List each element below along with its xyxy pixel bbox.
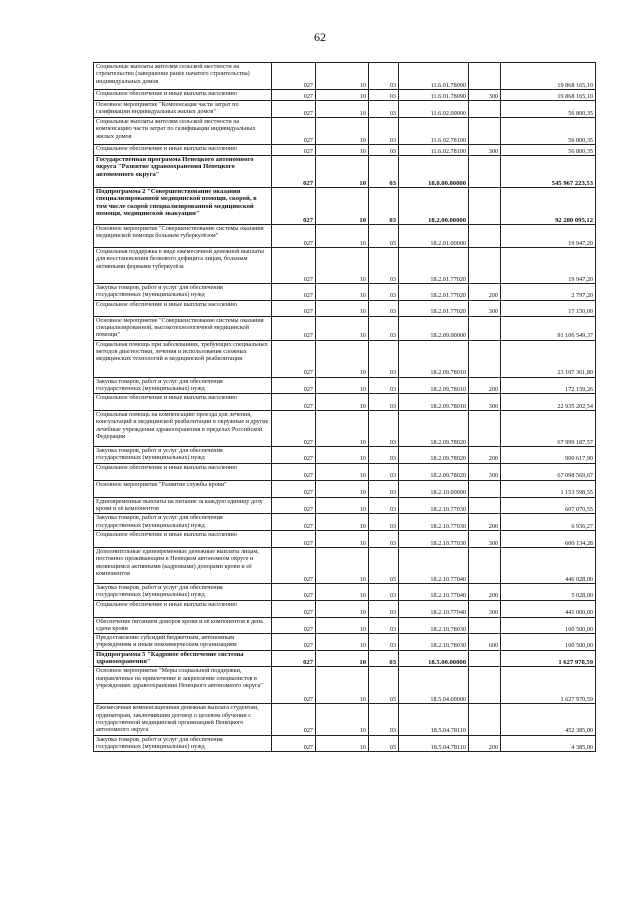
- row-amount: 92 280 095,12: [501, 188, 596, 225]
- row-admin-code: 027: [272, 463, 316, 480]
- table-row: [94, 530, 596, 547]
- row-subsection: 03: [369, 617, 399, 634]
- row-name: Социальное обеспечение и иные выплаты населению: [94, 600, 272, 617]
- row-section: 10: [316, 411, 369, 447]
- row-expense-type: 300: [469, 463, 501, 480]
- row-section: 10: [316, 617, 369, 634]
- table-row: [94, 583, 596, 600]
- row-target-article: 18.2.09.78010: [399, 340, 469, 377]
- row-subsection: 03: [369, 248, 399, 284]
- row-expense-type: [469, 118, 501, 145]
- row-section: 10: [316, 156, 369, 188]
- row-admin-code: 027: [272, 340, 316, 377]
- row-target-article: 18.2.01.77020: [399, 300, 469, 316]
- row-section: 10: [316, 650, 369, 667]
- row-name: Подпрограмма 2 "Совершенствование оказания специализированной медицинской помощи, скорой, в том числе скорой специализированной медицинской помощи, медицинской эвакуации": [94, 188, 272, 225]
- row-expense-type: 300: [469, 145, 501, 156]
- row-expense-type: [469, 480, 501, 497]
- row-amount: 19 868 165,10: [501, 63, 596, 90]
- row-subsection: 03: [369, 480, 399, 497]
- row-amount: 19 947,20: [501, 225, 596, 248]
- row-amount: 67 098 569,67: [501, 463, 596, 480]
- row-admin-code: 027: [272, 600, 316, 617]
- row-amount: 452 385,00: [501, 704, 596, 735]
- row-section: 10: [316, 316, 369, 340]
- row-subsection: 03: [369, 300, 399, 316]
- table-row: [94, 411, 596, 447]
- row-section: 10: [316, 480, 369, 497]
- row-name: Закупка товаров, работ и услуг для обеспечения государственных (муниципальных) нужд: [94, 735, 272, 752]
- row-admin-code: 027: [272, 634, 316, 651]
- row-admin-code: 027: [272, 394, 316, 411]
- row-name: Закупка товаров, работ и услуг для обеспечения государственных (муниципальных) нужд: [94, 377, 272, 394]
- row-admin-code: 027: [272, 530, 316, 547]
- row-name: Основное мероприятие "Совершенствование системы оказания медицинской помощи больным туберкулёзом": [94, 225, 272, 248]
- table-row: [94, 340, 596, 377]
- row-section: 10: [316, 145, 369, 156]
- row-target-article: 11.6.02.78100: [399, 145, 469, 156]
- row-amount: 900 617,90: [501, 447, 596, 464]
- row-name: Закупка товаров, работ и услуг для обеспечения государственных (муниципальных) нужд: [94, 284, 272, 301]
- row-admin-code: 027: [272, 650, 316, 667]
- row-amount: 6 936,27: [501, 514, 596, 531]
- row-subsection: 03: [369, 634, 399, 651]
- row-amount: 56 800,35: [501, 118, 596, 145]
- row-amount: 441 000,00: [501, 600, 596, 617]
- row-admin-code: 027: [272, 101, 316, 118]
- row-admin-code: 027: [272, 447, 316, 464]
- row-subsection: 03: [369, 118, 399, 145]
- row-expense-type: 300: [469, 530, 501, 547]
- row-name: Социальные выплаты жителям сельской местности на строительство (завершение ранее начатого строительства) индивидуальных домов: [94, 63, 272, 90]
- row-subsection: 03: [369, 547, 399, 583]
- table-row: [94, 248, 596, 284]
- row-section: 10: [316, 340, 369, 377]
- row-section: 10: [316, 463, 369, 480]
- table-row: [94, 667, 596, 704]
- row-expense-type: 200: [469, 514, 501, 531]
- row-name: Основное мероприятие "Меры социальной поддержки, направленные на привлечение и закрепление специалистов в учреждениях здравоохранения Ненецкого автономного округа": [94, 667, 272, 704]
- row-admin-code: 027: [272, 145, 316, 156]
- row-admin-code: 027: [272, 411, 316, 447]
- row-name: Дополнительные единовременные денежные выплаты лицам, постоянно проживающим в Ненецком автономном округе и являющимся активными (кадровыми) донорами крови и её компонентов: [94, 547, 272, 583]
- row-subsection: 03: [369, 340, 399, 377]
- row-admin-code: 027: [272, 514, 316, 531]
- row-admin-code: 027: [272, 704, 316, 735]
- row-subsection: 03: [369, 667, 399, 704]
- row-target-article: 18.5.00.00000: [399, 650, 469, 667]
- row-target-article: 18.2.10.77040: [399, 547, 469, 583]
- row-admin-code: 027: [272, 156, 316, 188]
- row-expense-type: 300: [469, 90, 501, 101]
- table-row: [94, 394, 596, 411]
- row-amount: 100 500,00: [501, 617, 596, 634]
- row-admin-code: 027: [272, 284, 316, 301]
- row-target-article: 18.2.01.00000: [399, 225, 469, 248]
- row-target-article: 18.5.04.00000: [399, 667, 469, 704]
- row-admin-code: 027: [272, 667, 316, 704]
- row-admin-code: 027: [272, 225, 316, 248]
- row-target-article: 18.0.00.00000: [399, 156, 469, 188]
- row-name: Социальная поддержка в виде ежемесячной денежной выплаты для восстановления белкового дефицита лицам, больным активными формами туберкулёза: [94, 248, 272, 284]
- table-row: [94, 156, 596, 188]
- table-row: [94, 634, 596, 651]
- row-subsection: 03: [369, 284, 399, 301]
- row-subsection: 03: [369, 156, 399, 188]
- table-row: [94, 63, 596, 90]
- row-admin-code: 027: [272, 583, 316, 600]
- row-admin-code: 027: [272, 316, 316, 340]
- row-target-article: 11.6.02.78100: [399, 118, 469, 145]
- row-target-article: 18.2.10.77030: [399, 530, 469, 547]
- row-section: 10: [316, 667, 369, 704]
- row-expense-type: [469, 411, 501, 447]
- row-subsection: 03: [369, 704, 399, 735]
- row-amount: 172 159,26: [501, 377, 596, 394]
- table-row: [94, 547, 596, 583]
- row-admin-code: 027: [272, 90, 316, 101]
- row-expense-type: 300: [469, 600, 501, 617]
- row-target-article: 11.6.02.00000: [399, 101, 469, 118]
- row-amount: 19 947,20: [501, 248, 596, 284]
- table-row: [94, 188, 596, 225]
- row-subsection: 03: [369, 514, 399, 531]
- row-section: 10: [316, 394, 369, 411]
- row-expense-type: 200: [469, 735, 501, 752]
- row-target-article: 18.2.01.77020: [399, 284, 469, 301]
- row-subsection: 03: [369, 225, 399, 248]
- row-subsection: 03: [369, 101, 399, 118]
- row-admin-code: 027: [272, 547, 316, 583]
- row-section: 10: [316, 188, 369, 225]
- row-target-article: 18.2.10.77040: [399, 583, 469, 600]
- row-expense-type: [469, 497, 501, 514]
- row-amount: 91 106 549,37: [501, 316, 596, 340]
- row-name: Основное мероприятие "Компенсация части затрат по газификации индивидуальных жилых домов": [94, 101, 272, 118]
- row-section: 10: [316, 225, 369, 248]
- row-subsection: 03: [369, 90, 399, 101]
- row-amount: 1 153 598,55: [501, 480, 596, 497]
- row-expense-type: 300: [469, 300, 501, 316]
- row-amount: 600 134,28: [501, 530, 596, 547]
- row-target-article: 18.2.09.78020: [399, 411, 469, 447]
- row-name: Закупка товаров, работ и услуг для обеспечения государственных (муниципальных) нужд: [94, 583, 272, 600]
- row-name: Социальное обеспечение и иные выплаты населению: [94, 463, 272, 480]
- row-admin-code: 027: [272, 248, 316, 284]
- table-row: [94, 735, 596, 752]
- row-target-article: 18.2.09.00000: [399, 316, 469, 340]
- row-subsection: 03: [369, 497, 399, 514]
- row-section: 10: [316, 497, 369, 514]
- row-section: 10: [316, 514, 369, 531]
- row-subsection: 03: [369, 377, 399, 394]
- row-amount: 56 800,35: [501, 101, 596, 118]
- row-amount: 1 627 970,59: [501, 667, 596, 704]
- row-name: Подпрограмма 5 "Кадровое обеспечение системы здравоохранения": [94, 650, 272, 667]
- table-row: [94, 480, 596, 497]
- row-expense-type: [469, 225, 501, 248]
- row-expense-type: [469, 650, 501, 667]
- row-target-article: 18.2.00.00000: [399, 188, 469, 225]
- row-admin-code: 027: [272, 480, 316, 497]
- row-amount: 100 500,00: [501, 634, 596, 651]
- row-subsection: 03: [369, 316, 399, 340]
- row-amount: 5 028,00: [501, 583, 596, 600]
- row-expense-type: 300: [469, 394, 501, 411]
- table-row: [94, 90, 596, 101]
- table-row: [94, 118, 596, 145]
- row-section: 10: [316, 735, 369, 752]
- row-section: 10: [316, 600, 369, 617]
- table-row: [94, 704, 596, 735]
- row-amount: 1 627 970,59: [501, 650, 596, 667]
- row-section: 10: [316, 547, 369, 583]
- row-target-article: 18.2.09.78020: [399, 447, 469, 464]
- table-row: [94, 497, 596, 514]
- row-amount: 607 070,55: [501, 497, 596, 514]
- row-admin-code: 027: [272, 63, 316, 90]
- row-subsection: 03: [369, 463, 399, 480]
- row-name: Социальное обеспечение и иные выплаты населению: [94, 394, 272, 411]
- row-section: 10: [316, 583, 369, 600]
- table-row: [94, 447, 596, 464]
- row-amount: 56 800,35: [501, 145, 596, 156]
- row-admin-code: 027: [272, 300, 316, 316]
- row-expense-type: [469, 101, 501, 118]
- row-section: 10: [316, 447, 369, 464]
- table-row: [94, 617, 596, 634]
- row-target-article: 18.2.10.78030: [399, 617, 469, 634]
- table-row: [94, 650, 596, 667]
- row-admin-code: 027: [272, 735, 316, 752]
- row-amount: 22 935 202,54: [501, 394, 596, 411]
- row-name: Социальное обеспечение и иные выплаты населению: [94, 300, 272, 316]
- table-body: [94, 63, 596, 752]
- row-expense-type: 600: [469, 634, 501, 651]
- table-row: [94, 300, 596, 316]
- row-name: Ежемесячная компенсационная денежная выплата студентам, ординаторам, заключившим договор о целевом обучении с государственной медицинской организацией Ненецкого автономного округа: [94, 704, 272, 735]
- row-name: Социальная помощь на компенсацию проезда для лечения, консультаций и медицинской реабилитации в окружные и другие лечебные учреждения здравоохранения в пределах Российской Федерации: [94, 411, 272, 447]
- row-subsection: 03: [369, 650, 399, 667]
- row-name: Обеспечение питанием доноров крови и её компонентов в день сдачи крови: [94, 617, 272, 634]
- row-section: 10: [316, 90, 369, 101]
- table-row: [94, 101, 596, 118]
- row-subsection: 03: [369, 188, 399, 225]
- row-amount: 19 868 165,10: [501, 90, 596, 101]
- row-target-article: 18.5.04.78110: [399, 704, 469, 735]
- row-name: Социальное обеспечение и иные выплаты населению: [94, 530, 272, 547]
- row-section: 10: [316, 634, 369, 651]
- row-section: 10: [316, 118, 369, 145]
- row-target-article: 18.2.10.77030: [399, 514, 469, 531]
- row-subsection: 03: [369, 145, 399, 156]
- row-amount: 23 107 361,80: [501, 340, 596, 377]
- row-target-article: 18.2.10.77040: [399, 600, 469, 617]
- row-section: 10: [316, 300, 369, 316]
- row-target-article: 11.6.01.78090: [399, 90, 469, 101]
- row-subsection: 03: [369, 411, 399, 447]
- row-subsection: 03: [369, 735, 399, 752]
- row-section: 10: [316, 704, 369, 735]
- row-name: Социальное обеспечение и иные выплаты населению: [94, 145, 272, 156]
- row-expense-type: 200: [469, 284, 501, 301]
- row-admin-code: 027: [272, 377, 316, 394]
- row-amount: 446 028,00: [501, 547, 596, 583]
- row-target-article: 18.5.04.78110: [399, 735, 469, 752]
- table-row: [94, 145, 596, 156]
- row-subsection: 03: [369, 63, 399, 90]
- row-amount: 67 999 187,57: [501, 411, 596, 447]
- row-target-article: 18.2.09.78010: [399, 394, 469, 411]
- row-target-article: 18.2.01.77020: [399, 248, 469, 284]
- table-row: [94, 514, 596, 531]
- row-subsection: 03: [369, 600, 399, 617]
- table-row: [94, 463, 596, 480]
- row-expense-type: [469, 340, 501, 377]
- row-expense-type: [469, 156, 501, 188]
- table-row: [94, 284, 596, 301]
- row-admin-code: 027: [272, 617, 316, 634]
- row-subsection: 03: [369, 394, 399, 411]
- row-expense-type: [469, 188, 501, 225]
- row-name: Социальная помощь при заболеваниях, требующих специальных методов диагностики, лечения и использования сложных медицинских технологий и медицинской реабилитации: [94, 340, 272, 377]
- row-subsection: 03: [369, 530, 399, 547]
- row-name: Закупка товаров, работ и услуг для обеспечения государственных (муниципальных) нужд: [94, 447, 272, 464]
- row-expense-type: [469, 617, 501, 634]
- row-name: Государственная программа Ненецкого автономного округа "Развитие здравоохранения Ненецкого автономного округа": [94, 156, 272, 188]
- row-expense-type: 200: [469, 377, 501, 394]
- row-admin-code: 027: [272, 497, 316, 514]
- row-expense-type: [469, 63, 501, 90]
- row-target-article: 11.6.01.78090: [399, 63, 469, 90]
- table-row: [94, 316, 596, 340]
- row-section: 10: [316, 63, 369, 90]
- row-target-article: 18.2.09.78010: [399, 377, 469, 394]
- row-expense-type: [469, 248, 501, 284]
- row-amount: 545 967 223,53: [501, 156, 596, 188]
- row-target-article: 18.2.10.78030: [399, 634, 469, 651]
- row-section: 10: [316, 248, 369, 284]
- row-expense-type: [469, 704, 501, 735]
- row-admin-code: 027: [272, 118, 316, 145]
- page-number: 62: [314, 30, 326, 44]
- table-row: [94, 225, 596, 248]
- row-expense-type: 200: [469, 583, 501, 600]
- row-name: Основное мероприятие "Совершенствование системы оказания специализированной, высокотехнологичной медицинской помощи": [94, 316, 272, 340]
- row-admin-code: 027: [272, 188, 316, 225]
- row-name: Единовременные выплаты на питание за каждую единицу дозу крови и её компонентов: [94, 497, 272, 514]
- row-name: Социальные выплаты жителям сельской местности на компенсацию части затрат по газификации индивидуальных жилых домов: [94, 118, 272, 145]
- row-target-article: 18.2.10.00000: [399, 480, 469, 497]
- table-row: [94, 600, 596, 617]
- row-amount: 17 150,00: [501, 300, 596, 316]
- table-row: [94, 377, 596, 394]
- row-name: Закупка товаров, работ и услуг для обеспечения государственных (муниципальных) нужд: [94, 514, 272, 531]
- row-expense-type: 200: [469, 447, 501, 464]
- row-expense-type: [469, 547, 501, 583]
- row-target-article: 18.2.09.78020: [399, 463, 469, 480]
- row-section: 10: [316, 530, 369, 547]
- row-subsection: 03: [369, 583, 399, 600]
- row-amount: 2 797,20: [501, 284, 596, 301]
- row-section: 10: [316, 377, 369, 394]
- row-name: Основное мероприятие "Развитие службы крови": [94, 480, 272, 497]
- row-expense-type: [469, 667, 501, 704]
- row-name: Предоставление субсидий бюджетным, автономным учреждениям и иным некоммерческим организациям: [94, 634, 272, 651]
- row-subsection: 03: [369, 447, 399, 464]
- row-section: 10: [316, 284, 369, 301]
- row-section: 10: [316, 101, 369, 118]
- budget-table: [93, 62, 596, 752]
- row-amount: 4 385,00: [501, 735, 596, 752]
- row-target-article: 18.2.10.77030: [399, 497, 469, 514]
- row-expense-type: [469, 316, 501, 340]
- row-name: Социальное обеспечение и иные выплаты населению: [94, 90, 272, 101]
